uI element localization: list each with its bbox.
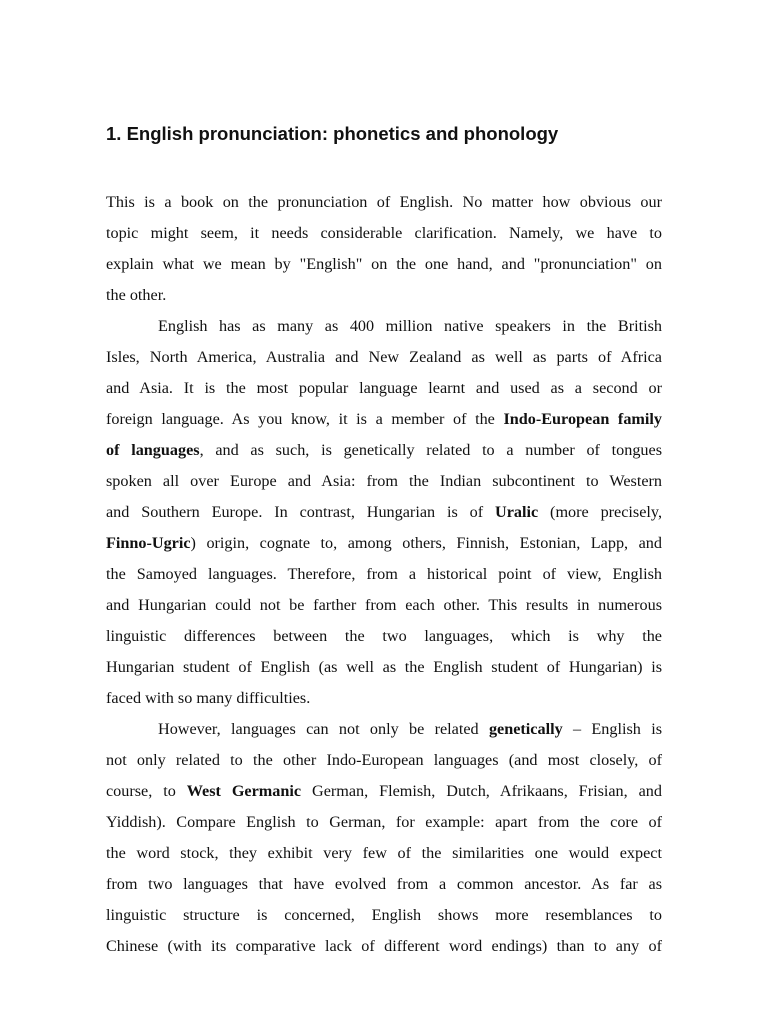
text-segment: Yiddish). Compare English to German, for example: apart from the core of — [106, 813, 662, 831]
text-segment: linguistic differences between the two languages, which is why the — [106, 627, 662, 645]
text-line — [106, 342, 662, 373]
text-segment: from two languages that have evolved from a common ancestor. As far as — [106, 875, 662, 893]
section-heading: 1. English pronunciation: phonetics and phonology — [106, 123, 559, 144]
text-line — [106, 373, 662, 404]
text-segment: explain what we mean by "English" on the one hand, and "pronunciation" on — [106, 255, 662, 273]
text-line — [106, 404, 662, 435]
text-line — [106, 652, 662, 683]
text-segment: and Southern Europe. In contrast, Hungarian is of — [106, 503, 496, 521]
text-line — [106, 621, 662, 652]
bold-term: genetically — [488, 720, 563, 738]
text-segment: , and as such, is genetically related to a number of tongues — [199, 441, 662, 459]
text-segment: – English is — [562, 720, 662, 738]
text-line — [106, 807, 662, 838]
text-line — [106, 218, 662, 249]
text-segment: This is a book on the pronunciation of English. No matter how obvious our — [106, 193, 662, 211]
text-line — [106, 590, 662, 621]
paragraph — [106, 187, 662, 311]
text-segment: the other. — [106, 286, 167, 304]
text-line — [106, 187, 662, 218]
text-segment: course, to — [106, 782, 187, 800]
text-segment: Hungarian student of English (as well as the English student of Hungarian) is — [106, 658, 662, 676]
bold-term: Finno-Ugric — [106, 534, 191, 552]
paragraph — [106, 714, 662, 962]
text-segment: English has as many as 400 million native speakers in the British — [158, 317, 662, 335]
bold-term: of languages — [106, 441, 200, 459]
text-segment: topic might seem, it needs considerable clarification. Namely, we have to — [106, 224, 662, 242]
text-line — [106, 683, 662, 714]
text-segment: and Asia. It is the most popular language learnt and used as a second or — [106, 379, 662, 397]
text-segment: Chinese (with its comparative lack of different word endings) than to any of — [106, 937, 662, 955]
text-segment: ) origin, cognate to, among others, Finnish, Estonian, Lapp, and — [190, 534, 662, 552]
text-segment: However, languages can not only be related — [158, 720, 489, 738]
text-segment: the word stock, they exhibit very few of the similarities one would expect — [106, 844, 662, 862]
text-segment: foreign language. As you know, it is a member of the — [106, 410, 504, 428]
paragraph — [106, 311, 662, 714]
text-segment: linguistic structure is concerned, English shows more resemblances to — [106, 906, 662, 924]
text-line — [106, 466, 662, 497]
text-line — [106, 869, 662, 900]
bold-term: Indo-European family — [503, 410, 662, 428]
text-segment: Isles, North America, Australia and New Zealand as well as parts of Africa — [106, 348, 662, 366]
body-text — [106, 187, 662, 962]
text-line — [106, 249, 662, 280]
text-line — [106, 714, 662, 745]
text-line — [106, 311, 662, 342]
text-segment: spoken all over Europe and Asia: from the Indian subcontinent to Western — [106, 472, 662, 490]
text-segment: faced with so many difficulties. — [106, 689, 311, 707]
text-line — [106, 900, 662, 931]
text-line — [106, 280, 662, 311]
text-line — [106, 528, 662, 559]
bold-term: West Germanic — [186, 782, 302, 800]
bold-term: Uralic — [495, 503, 539, 521]
text-line — [106, 931, 662, 962]
text-segment: the Samoyed languages. Therefore, from a historical point of view, English — [106, 565, 662, 583]
text-line — [106, 745, 662, 776]
text-line — [106, 497, 662, 528]
text-line — [106, 776, 662, 807]
text-segment: German, Flemish, Dutch, Afrikaans, Frisian, and — [301, 782, 662, 800]
text-line — [106, 435, 662, 466]
text-segment: (more precisely, — [538, 503, 662, 521]
text-segment: and Hungarian could not be farther from each other. This results in numerous — [106, 596, 662, 614]
text-segment: not only related to the other Indo-European languages (and most closely, of — [106, 751, 662, 769]
text-line — [106, 838, 662, 869]
text-line — [106, 559, 662, 590]
